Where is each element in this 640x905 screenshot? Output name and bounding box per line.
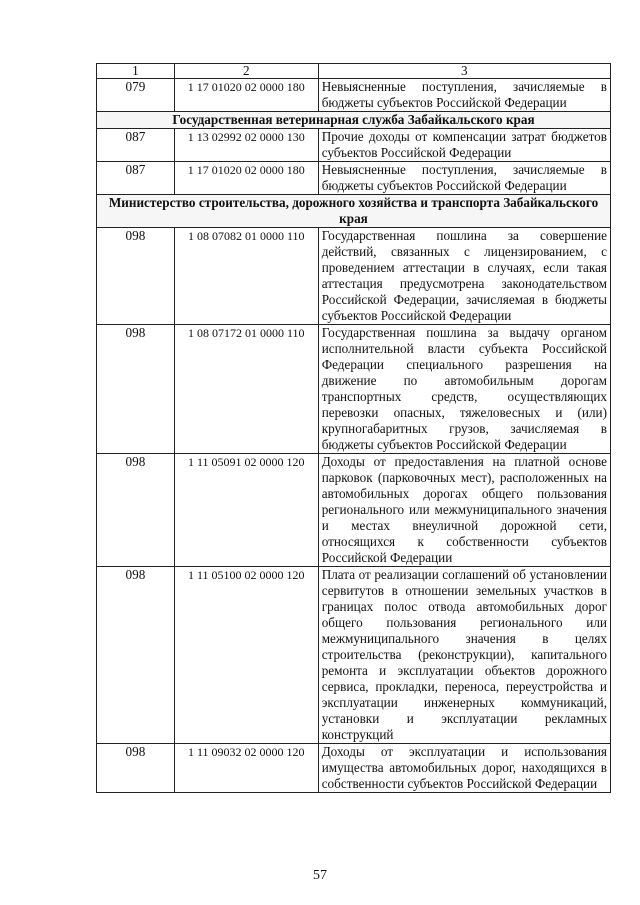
admin-code-cell: 098 — [97, 325, 175, 454]
column-header-1: 1 — [97, 64, 175, 79]
table-body — [97, 64, 611, 793]
revenue-name-cell: Доходы от эксплуатации и использования имущества автомобильных дорог, находящихся в собственности субъектов Российской Федерации — [318, 744, 610, 793]
table-row — [97, 454, 611, 567]
admin-code-cell: 098 — [97, 567, 175, 744]
table-row — [97, 162, 611, 195]
table-header-row — [97, 64, 611, 79]
kbk-code-cell: 1 08 07172 01 0000 110 — [174, 325, 318, 454]
kbk-code-cell: 1 08 07082 01 0000 110 — [174, 228, 318, 325]
table-row — [97, 325, 611, 454]
admin-code-cell: 079 — [97, 79, 175, 112]
column-header-2: 2 — [174, 64, 318, 79]
admin-code-cell: 098 — [97, 744, 175, 793]
admin-code-cell: 087 — [97, 162, 175, 195]
revenue-name-cell: Плата от реализации соглашений об установлении сервитутов в отношении земельных участков в границах полос отвода автомобильных дорог общего пользования регионального или межмуниципального значения в целях строительства (реконструкции), капитального ремонта и эксплуатации объектов дорожного сервиса, прокладки, переноса, переустройства и эксплуатации инженерных коммуникаций, установки и эксплуатации рекламных конструкций — [318, 567, 610, 744]
page-number: 57 — [313, 868, 327, 883]
kbk-code-cell: 1 17 01020 02 0000 180 — [174, 79, 318, 112]
revenue-name-cell: Государственная пошлина за совершение действий, связанных с лицензированием, с проведением аттестации в случаях, если такая аттестация предусмотрена законодательством Российской Федерации, зачисляемая в бюджеты субъектов Российской Федерации — [318, 228, 610, 325]
kbk-code-cell: 1 11 05100 02 0000 120 — [174, 567, 318, 744]
section-title: Государственная ветеринарная служба Забайкальского края — [97, 112, 611, 129]
table-row — [97, 228, 611, 325]
section-title: Министерство строительства, дорожного хозяйства и транспорта Забайкальского края — [97, 195, 611, 228]
revenue-name-cell: Прочие доходы от компенсации затрат бюджетов субъектов Российской Федерации — [318, 129, 610, 162]
section-header-row — [97, 195, 611, 228]
admin-code-cell: 087 — [97, 129, 175, 162]
kbk-code-cell: 1 11 09032 02 0000 120 — [174, 744, 318, 793]
column-header-3: 3 — [318, 64, 610, 79]
revenue-name-cell: Доходы от предоставления на платной основе парковок (парковочных мест), расположенных на автомобильных дорогах общего пользования регионального или межмуниципального значения и местах внеуличной дорожной сети, относящихся к собственности субъектов Российской Федерации — [318, 454, 610, 567]
revenue-name-cell: Государственная пошлина за выдачу органом исполнительной власти субъекта Российской Федерации специального разрешения на движение по автомобильным дорогам транспортных средств, осуществляющих перевозки опасных, тяжеловесных и (или) крупногабаритных грузов, зачисляемая в бюджеты субъектов Российской Федерации — [318, 325, 610, 454]
table-row — [97, 744, 611, 793]
section-header-row — [97, 112, 611, 129]
kbk-code-cell: 1 17 01020 02 0000 180 — [174, 162, 318, 195]
table-row — [97, 567, 611, 744]
table-row — [97, 79, 611, 112]
table-row — [97, 129, 611, 162]
revenue-name-cell: Невыясненные поступления, зачисляемые в бюджеты субъектов Российской Федерации — [318, 162, 610, 195]
revenue-name-cell: Невыясненные поступления, зачисляемые в бюджеты субъектов Российской Федерации — [318, 79, 610, 112]
kbk-code-cell: 1 11 05091 02 0000 120 — [174, 454, 318, 567]
revenue-codes-table — [96, 63, 611, 793]
admin-code-cell: 098 — [97, 454, 175, 567]
admin-code-cell: 098 — [97, 228, 175, 325]
kbk-code-cell: 1 13 02992 02 0000 130 — [174, 129, 318, 162]
